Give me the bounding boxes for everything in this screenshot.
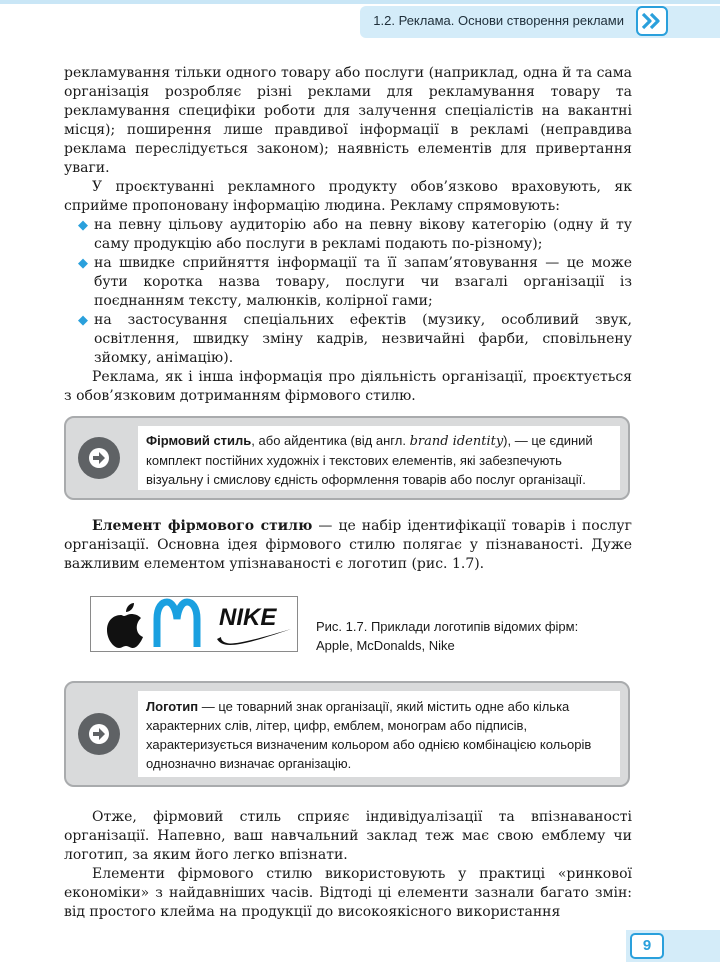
- bullet-icon: ◆: [78, 256, 88, 271]
- bullet-icon: ◆: [78, 313, 88, 328]
- paragraph-4: Елемент фірмового стилю — це набір ідентифікації товарів і послуг організації. Основна ідея фірмового стилю полягає у пізнаваності. Дуже важливим елементом упізнаваності є логотип (рис. 1.7).: [64, 518, 632, 572]
- apple-logo-icon: [107, 603, 143, 648]
- definition-term: Фірмовий стиль: [146, 433, 252, 448]
- definition-box-logo: [64, 681, 630, 787]
- page-number: 9: [630, 933, 664, 959]
- list-item-text: на швидке сприйняття інформації та її запам’ятовування — це може бути коротка назва товару, послуги чи взагалі організації із поєднанням тексту, малюнків, колірної гами;: [94, 255, 632, 309]
- paragraph-3: Реклама, як і інша інформація про діяльність організації, проєктується з обов’язковим дотриманням фірмового стилю.: [64, 369, 632, 404]
- nike-wordmark: NIKE: [219, 604, 277, 631]
- text-block-top: [64, 64, 632, 406]
- figure-caption: Рис. 1.7. Приклади логотипів відомих фірм: Apple, McDonalds, Nike: [316, 619, 579, 653]
- logos-figure: [90, 596, 298, 652]
- arrow-right-icon: [78, 713, 120, 755]
- paragraph-5: Отже, фірмовий стиль сприяє індивідуалізації та впізнаваності організації. Напевно, ваш навчальний заклад теж має свою емблему чи логотип, за яким його легко впізнати.: [64, 809, 632, 863]
- list-item: [64, 216, 632, 254]
- paragraph-1: рекламування тільки одного товару або послуги (наприклад, одна й та сама організація розробляє різні реклами для рекламування товару та рекламування специфіки роботи для залучення спеціалістів на вакантні місця); поширення лише правдивої інформації в рекламі (неправдива реклама переслідується законом); наявність елементів для привертання уваги.: [64, 65, 632, 176]
- list-item-text: на певну цільову аудиторію або на певну вікову категорію (одну й ту саму продукцію або послуги в рекламі подають по-різному);: [94, 217, 632, 252]
- header-band: [0, 0, 720, 4]
- header-tab-end: [672, 6, 720, 38]
- paragraph-2: У проєктуванні рекламного продукту обов’язково враховують, як сприйме пропоновану інформацію людина. Рекламу спрямовують:: [64, 179, 632, 214]
- logos-image: [91, 597, 297, 651]
- nike-logo-icon: [217, 604, 291, 645]
- list-item-text: на застосування спеціальних ефектів (музику, особливий звук, освітлення, швидку зміну кадрів, незвичайні фарби, сповільнену зйомку, анімацію).: [94, 312, 632, 366]
- section-title: 1.2. Реклама. Основи створення реклами: [373, 13, 624, 28]
- definition-term: Логотип: [146, 699, 199, 714]
- mcdonalds-logo-icon: [157, 602, 197, 647]
- arrow-right-icon: [78, 437, 120, 479]
- list-item: [64, 311, 632, 368]
- foreign-term: brand identity: [409, 434, 504, 449]
- text-block-middle: [64, 517, 632, 574]
- definition-text: Фірмовий стиль, або айдентика (від англ. brand identity), — це єдиний комплект постійних художніх і текстових елементів, які забезпечують візуальну і смислову єдність оформлення товарів або послуг організації.: [146, 433, 593, 487]
- next-icon[interactable]: [636, 6, 668, 36]
- definition-box-brand-identity: [64, 416, 630, 500]
- definition-text: Логотип — це товарний знак організації, який містить одне або кілька характерних слів, літер, цифр, емблем, монограм або підписів, характеризується визначеним кольором або однією комбінацією кольорів однозначно визначає організацію.: [146, 699, 592, 771]
- text-block-bottom: [64, 808, 632, 922]
- list-item: [64, 254, 632, 311]
- bullet-icon: ◆: [78, 218, 88, 233]
- paragraph-6: Елементи фірмового стилю використовують у практиці «ринкової економіки» з найдавніших часів. Відтоді ці елементи зазнали багато змін: від простого клейма на продукції до високоякісного використання: [64, 866, 632, 920]
- term-bold: Елемент фірмового стилю: [92, 518, 313, 534]
